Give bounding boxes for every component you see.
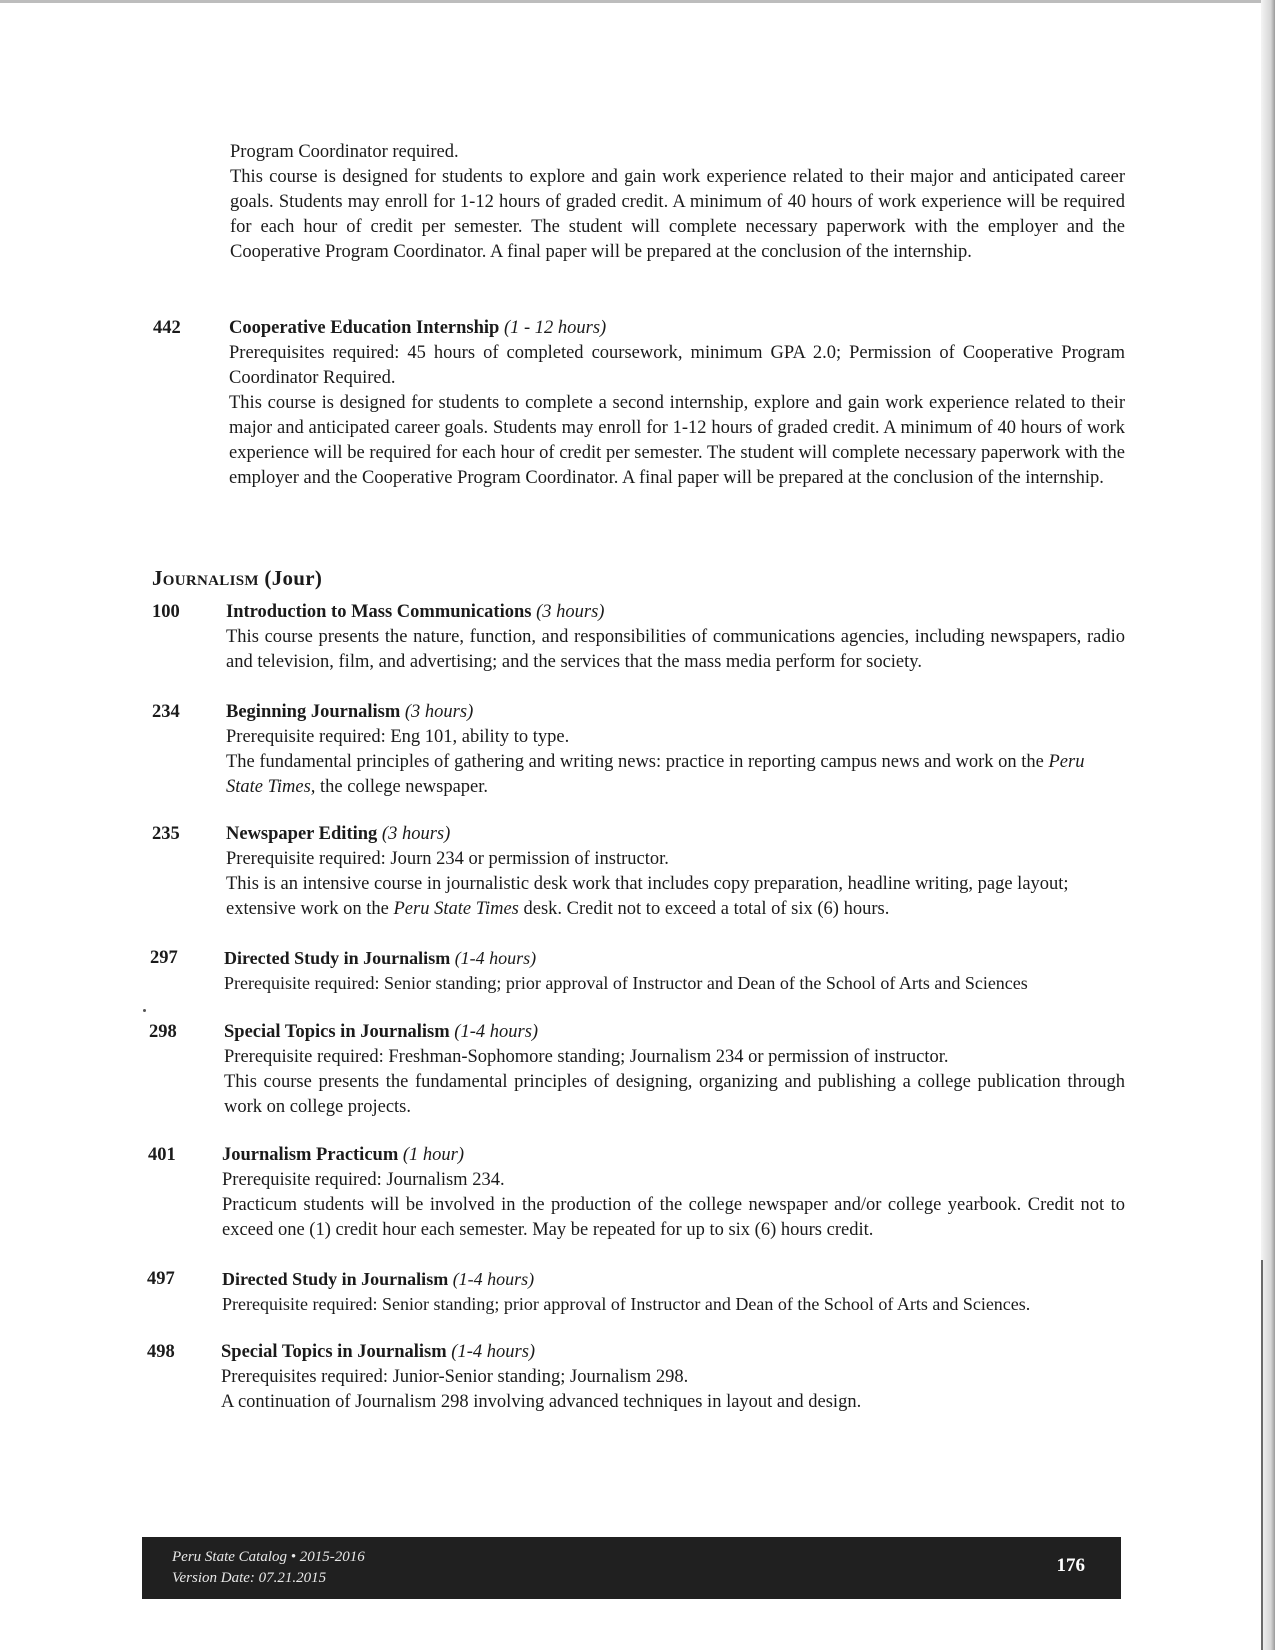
course-hours: (1 - 12 hours) bbox=[503, 318, 607, 338]
course-number: 100 bbox=[152, 602, 180, 622]
continued-description: This course is designed for students to explore and gain work experience related to their major and anticipated career goals. Students may enroll for 1-12 hours of graded credit. A minimum of 40 hours of work experience will be required for each hour of credit per semester. The student will complete necessary paperwork with the employer and the Cooperative Program Coordinator. A final paper will be prepared at the conclusion of the internship. bbox=[230, 167, 1125, 262]
course-description bbox=[226, 872, 1125, 922]
course-title: Cooperative Education Internship bbox=[229, 318, 500, 338]
course-body bbox=[222, 1143, 1125, 1243]
continued-prereq: Program Coordinator required. bbox=[230, 142, 459, 162]
course-hours: (1-4 hours) bbox=[452, 1269, 535, 1289]
scan-speck bbox=[143, 1009, 146, 1012]
course-prereq: Prerequisite required: Senior standing; prior approval of Instructor and Dean of the School of Arts and Sciences. bbox=[222, 1294, 1031, 1314]
course-description: This course presents the nature, function, and responsibilities of communications agencies, including newspapers, radio and television, film, and advertising; and the services that the mass media perform for society. bbox=[226, 627, 1125, 672]
course-number: 442 bbox=[153, 318, 181, 338]
course-description: This course presents the fundamental principles of designing, organizing and publishing a college publication through work on college projects. bbox=[224, 1072, 1125, 1117]
section-abbr: (Jour) bbox=[264, 566, 323, 590]
description-text: the college newspaper. bbox=[315, 777, 489, 797]
course-hours: (1-4 hours) bbox=[454, 1022, 539, 1042]
course-prereq: Prerequisite required: Senior standing; prior approval of Instructor and Dean of the School of Arts and Sciences bbox=[224, 973, 1028, 993]
page-number: 176 bbox=[1056, 1555, 1085, 1576]
course-body bbox=[222, 1267, 1125, 1317]
course-title: Journalism Practicum bbox=[222, 1145, 399, 1165]
course-body bbox=[224, 946, 1125, 996]
course-prereq: Prerequisite required: Journalism 234. bbox=[222, 1170, 505, 1190]
course-body bbox=[226, 700, 1125, 800]
course-prereq: Prerequisite required: Eng 101, ability to type. bbox=[226, 727, 570, 747]
course-hours: (3 hours) bbox=[404, 702, 474, 722]
section-heading bbox=[152, 565, 322, 591]
course-prereq: Prerequisites required: 45 hours of completed coursework, minimum GPA 2.0; Permission of Cooperative Program Coordinator Required. bbox=[229, 343, 1125, 388]
course-hours: (1-4 hours) bbox=[451, 1342, 536, 1362]
page-footer bbox=[142, 1537, 1121, 1599]
scan-right-binding-line bbox=[1261, 1260, 1263, 1650]
course-title: Directed Study in Journalism bbox=[222, 1269, 449, 1289]
version-date: Version Date: 07.21.2015 bbox=[172, 1570, 327, 1586]
course-title: Directed Study in Journalism bbox=[224, 948, 451, 968]
course-title: Newspaper Editing bbox=[226, 824, 378, 844]
course-body bbox=[226, 822, 1125, 922]
course-prereq: Prerequisite required: Freshman-Sophomore standing; Journalism 234 or permission of instructor. bbox=[224, 1047, 949, 1067]
description-text: This is an intensive course in journalistic desk work that includes copy preparation, headline writing, page layout; extensive work on the bbox=[226, 874, 1069, 919]
course-title: Special Topics in Journalism bbox=[224, 1022, 450, 1042]
course-number: 401 bbox=[148, 1145, 176, 1165]
course-hours: (1-4 hours) bbox=[454, 948, 537, 968]
footer-info bbox=[172, 1547, 365, 1589]
scan-top-edge bbox=[0, 0, 1275, 3]
description-text: desk. Credit not to exceed a total of six (6) hours. bbox=[518, 899, 890, 919]
course-hours: (3 hours) bbox=[381, 824, 451, 844]
course-body bbox=[229, 316, 1125, 491]
course-description bbox=[226, 750, 1125, 800]
course-body bbox=[226, 600, 1125, 675]
course-prereq: Prerequisite required: Journ 234 or permission of instructor. bbox=[226, 849, 669, 869]
course-hours: (3 hours) bbox=[536, 602, 605, 622]
catalog-name: Peru State Catalog • 2015-2016 bbox=[172, 1549, 365, 1565]
description-text: The fundamental principles of gathering and writing news: practice in reporting campus news and work on the bbox=[226, 752, 1049, 772]
course-title: Special Topics in Journalism bbox=[221, 1342, 447, 1362]
newspaper-name: Peru State Times bbox=[393, 899, 519, 919]
course-title: Introduction to Mass Communications bbox=[226, 602, 532, 622]
course-number: 498 bbox=[147, 1342, 175, 1362]
course-number: 297 bbox=[150, 948, 178, 968]
course-number: 497 bbox=[147, 1269, 175, 1289]
newspaper-name: Peru State Times, bbox=[226, 752, 1085, 797]
course-description: A continuation of Journalism 298 involving advanced techniques in layout and design. bbox=[221, 1392, 862, 1412]
course-number: 298 bbox=[149, 1022, 177, 1042]
course-prereq: Prerequisites required: Junior-Senior standing; Journalism 298. bbox=[221, 1367, 689, 1387]
course-title: Beginning Journalism bbox=[226, 702, 401, 722]
course-description: Practicum students will be involved in the production of the college newspaper and/or college yearbook. Credit not to exceed one (1) credit hour each semester. May be repeated for up to six (6) hours credit. bbox=[222, 1195, 1125, 1240]
continued-course bbox=[230, 140, 1125, 265]
section-title: Journalism bbox=[152, 566, 259, 590]
course-body bbox=[221, 1340, 1125, 1415]
course-number: 235 bbox=[152, 824, 180, 844]
course-number: 234 bbox=[152, 702, 180, 722]
course-description: This course is designed for students to complete a second internship, explore and gain work experience related to their major and anticipated career goals. Students may enroll for 1-12 hours of graded credit. A minimum of 40 hours of work experience will be required for each hour of credit per semester. The student will complete necessary paperwork with the employer and the Cooperative Program Coordinator. A final paper will be prepared at the conclusion of the internship. bbox=[229, 393, 1125, 488]
scan-right-edge bbox=[1261, 0, 1275, 1650]
course-hours: (1 hour) bbox=[402, 1145, 465, 1165]
course-body bbox=[224, 1020, 1125, 1120]
